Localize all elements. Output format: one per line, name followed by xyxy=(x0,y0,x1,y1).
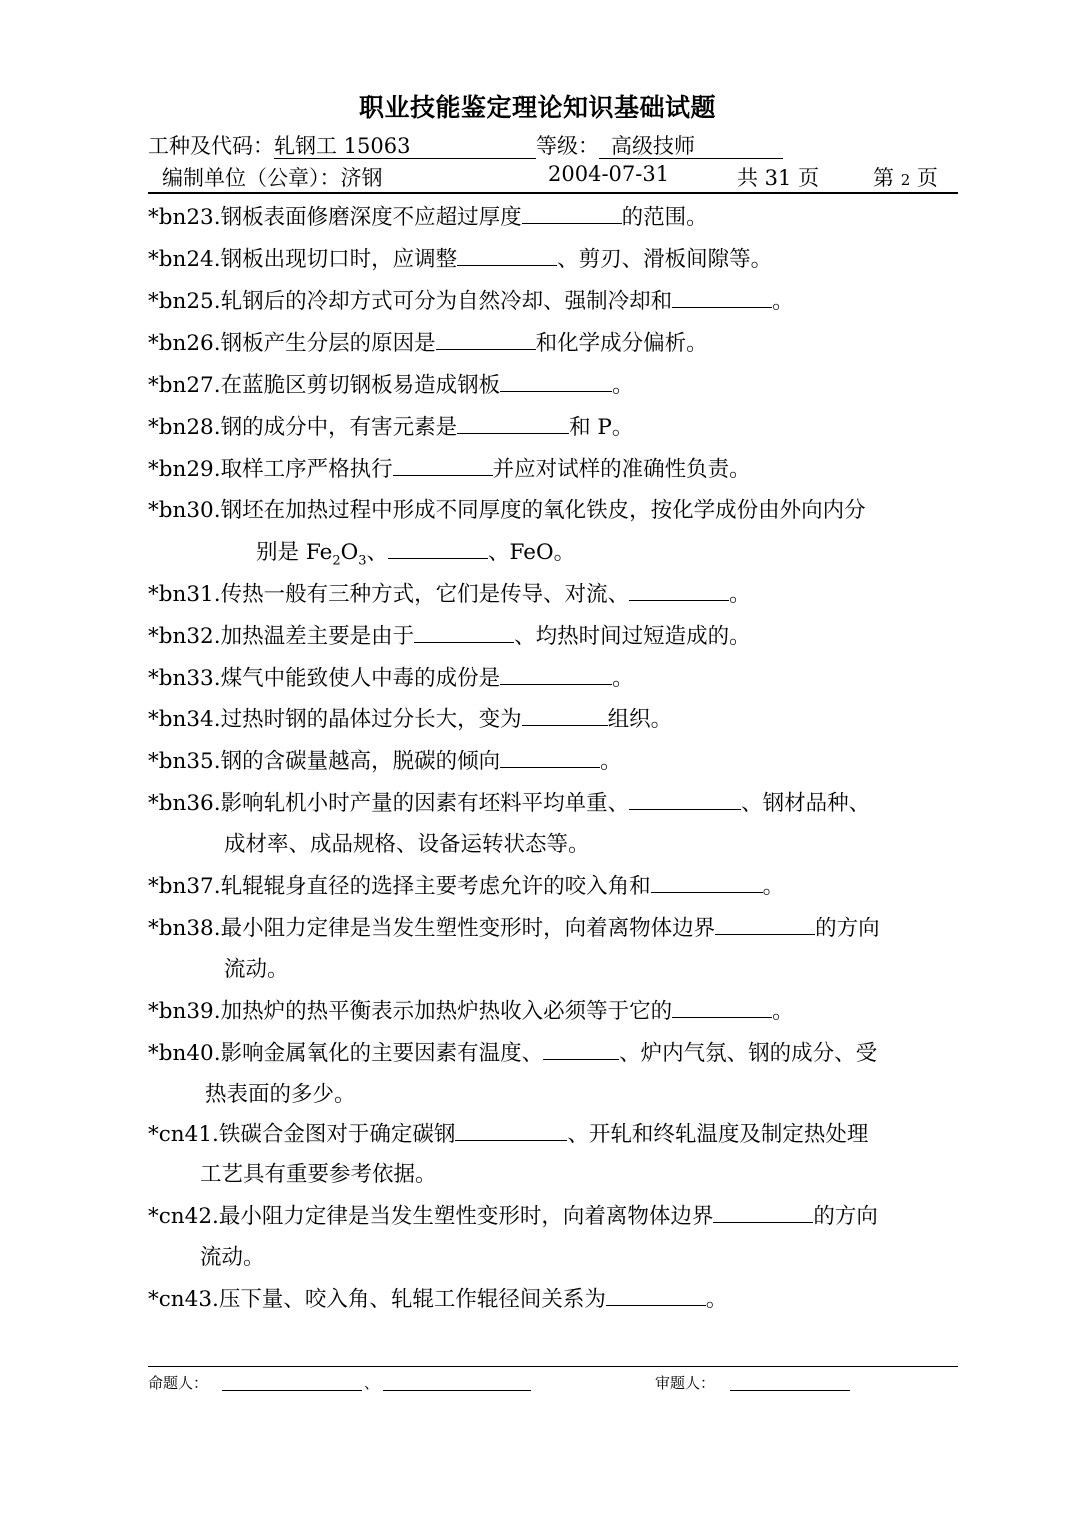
grade-label: 等级： xyxy=(536,134,599,158)
date: 2004-07-31 xyxy=(548,162,670,186)
question-item xyxy=(148,580,751,610)
answer-blank xyxy=(457,245,557,266)
question-id: *bn39. xyxy=(148,999,221,1024)
question-item xyxy=(148,789,870,819)
question-text: 钢的含碳量越高，脱碳的倾向 xyxy=(220,749,501,774)
question-item xyxy=(148,664,634,694)
answer-blank xyxy=(629,789,741,810)
answer-blank xyxy=(522,705,608,726)
page-number: 第 2 页 xyxy=(873,166,938,190)
question-text-after: 、剪刃、滑板间隙等。 xyxy=(557,247,773,272)
question-text-after: 的方向 xyxy=(813,1204,878,1229)
question-id: *cn41. xyxy=(148,1122,219,1147)
question-id: *bn37. xyxy=(148,874,221,899)
answer-blank xyxy=(500,371,612,392)
question-text: 最小阻力定律是当发生塑性变形时，向着离物体边界 xyxy=(218,1204,714,1229)
question-text-after: 组织。 xyxy=(607,707,673,732)
question-item xyxy=(148,496,866,526)
question-text: 轧辊辊身直径的选择主要考虑允许的咬入角和 xyxy=(220,874,651,899)
question-text: 钢板出现切口时，应调整 xyxy=(220,247,458,272)
question-item xyxy=(148,997,794,1027)
question-text-after: 。 xyxy=(772,289,794,314)
answer-blank xyxy=(500,747,600,768)
formula-separator: 、 xyxy=(366,540,389,565)
formula-text: O xyxy=(340,540,359,565)
answer-blank xyxy=(414,622,514,643)
question-item xyxy=(148,872,784,902)
question-text: 铁碳合金图对于确定碳钢 xyxy=(218,1122,456,1147)
question-text-after: 和化学成分偏析。 xyxy=(535,331,708,356)
answer-blank xyxy=(672,287,772,308)
answer-blank xyxy=(500,664,612,685)
author-line-2 xyxy=(383,1390,531,1391)
question-id: *bn24. xyxy=(148,247,221,272)
question-id: *bn38. xyxy=(148,916,221,941)
question-text: 影响金属氧化的主要因素有温度、 xyxy=(220,1041,544,1066)
question-text: 加热温差主要是由于 xyxy=(220,624,415,649)
question-item xyxy=(148,622,751,652)
unit-value: 济钢 xyxy=(340,166,383,190)
question-id: *cn42. xyxy=(148,1204,219,1229)
formula-subscript: 3 xyxy=(358,553,367,569)
question-item xyxy=(148,287,794,317)
question-id: *bn29. xyxy=(148,457,221,482)
question-item xyxy=(148,203,708,233)
question-continuation: 热表面的多少。 xyxy=(205,1082,356,1107)
footer-rule xyxy=(148,1366,958,1367)
question-text: 传热一般有三种方式，它们是传导、对流、 xyxy=(220,582,630,607)
unit-label: 编制单位（公章）： xyxy=(162,166,341,190)
answer-blank xyxy=(629,580,729,601)
question-text: 轧钢后的冷却方式可分为自然冷却、强制冷却和 xyxy=(220,289,673,314)
question-id: *bn36. xyxy=(148,791,221,816)
question-text: 在蓝脆区剪切钢板易造成钢板 xyxy=(220,373,501,398)
question-item xyxy=(148,413,633,443)
question-item xyxy=(148,329,708,359)
question-text: 钢坯在加热过程中形成不同厚度的氧化铁皮，按化学成份由外向内分 xyxy=(220,498,866,523)
question-id: *bn25. xyxy=(148,289,221,314)
question-text-after: 。 xyxy=(762,874,785,899)
question-text: 最小阻力定律是当发生塑性变形时，向着离物体边界 xyxy=(220,916,716,941)
answer-blank xyxy=(388,538,488,559)
question-text: 钢板产生分层的原因是 xyxy=(220,331,436,356)
question-text: 影响轧机小时产量的因素有坯料平均单重、 xyxy=(220,791,630,816)
question-item xyxy=(148,1202,878,1232)
question-text-after: 。 xyxy=(612,666,634,691)
question-text-after: 。 xyxy=(600,749,622,774)
question-text-after: 、开轧和终轧温度及制定热处理 xyxy=(567,1122,869,1147)
answer-blank xyxy=(393,455,493,476)
answer-blank xyxy=(543,1039,619,1060)
question-id: *bn34. xyxy=(148,707,221,732)
author-label: 命题人： xyxy=(148,1374,209,1392)
question-text-after: 。 xyxy=(729,582,751,607)
question-item xyxy=(148,1039,877,1069)
question-id: *bn32. xyxy=(148,624,221,649)
grade-value: 高级技师 xyxy=(599,134,783,159)
question-item xyxy=(148,914,880,944)
question-id: *bn30. xyxy=(148,498,221,523)
formula-text: 别是 Fe xyxy=(256,540,333,565)
author-line-1 xyxy=(222,1390,362,1391)
question-continuation: 流动。 xyxy=(200,1245,265,1270)
question-continuation xyxy=(256,538,575,576)
question-text-after: 和 P。 xyxy=(569,415,634,440)
page-title: 职业技能鉴定理论知识基础试题 xyxy=(358,93,716,122)
question-text: 过热时钢的晶体过分长大，变为 xyxy=(220,707,522,732)
question-text-after: 的范围。 xyxy=(621,205,708,230)
question-continuation: 工艺具有重要参考依据。 xyxy=(200,1162,437,1187)
question-id: *bn27. xyxy=(148,373,221,398)
total-pages: 共 31 页 xyxy=(737,166,820,190)
question-text-after: 、钢材品种、 xyxy=(741,791,871,816)
question-text-after: 、炉内气氛、钢的成分、受 xyxy=(619,1041,878,1066)
reviewer-label: 审题人： xyxy=(655,1374,716,1392)
question-id: *bn40. xyxy=(148,1041,221,1066)
answer-blank xyxy=(457,413,569,434)
question-item xyxy=(148,455,751,485)
answer-blank xyxy=(436,329,536,350)
question-id: *bn23. xyxy=(148,205,221,230)
unit-label-line xyxy=(162,162,383,192)
question-text-after: 。 xyxy=(705,1287,728,1312)
question-text: 钢的成分中，有害元素是 xyxy=(220,415,458,440)
question-id: *bn28. xyxy=(148,415,221,440)
answer-blank xyxy=(715,914,815,935)
formula-subscript: 2 xyxy=(332,553,341,569)
question-text: 加热炉的热平衡表示加热炉热收入必须等于它的 xyxy=(220,999,673,1024)
answer-blank xyxy=(606,1285,706,1306)
question-text: 钢板表面修磨深度不应超过厚度 xyxy=(220,205,522,230)
question-text-after: 的方向 xyxy=(815,916,880,941)
question-id: *bn31. xyxy=(148,582,221,607)
answer-blank xyxy=(522,203,622,224)
question-text-after: 、FeO。 xyxy=(488,540,576,565)
question-text-after: 并应对试样的准确性负责。 xyxy=(492,457,751,482)
job-value: 轧钢工 15063 xyxy=(274,134,536,159)
question-item xyxy=(148,747,622,777)
question-id: *bn26. xyxy=(148,331,221,356)
author-separator: 、 xyxy=(364,1374,380,1392)
question-text: 取样工序严格执行 xyxy=(220,457,393,482)
job-label: 工种及代码： xyxy=(148,134,274,158)
answer-blank xyxy=(713,1202,813,1223)
answer-blank xyxy=(651,872,763,893)
question-id: *bn33. xyxy=(148,666,221,691)
question-text-after: 、均热时间过短造成的。 xyxy=(514,624,751,649)
question-text-after: 。 xyxy=(772,999,794,1024)
answer-blank xyxy=(455,1120,567,1141)
question-id: *cn43. xyxy=(148,1287,219,1312)
question-item xyxy=(148,1285,727,1315)
answer-blank xyxy=(672,997,772,1018)
question-item xyxy=(148,245,772,275)
question-item xyxy=(148,705,672,735)
question-text: 压下量、咬入角、轧辊工作辊径间关系为 xyxy=(218,1287,606,1312)
question-continuation: 成材率、成品规格、设备运转状态等。 xyxy=(224,832,590,857)
reviewer-line xyxy=(730,1390,850,1391)
question-text: 煤气中能致使人中毒的成份是 xyxy=(220,666,501,691)
question-item xyxy=(148,1120,868,1150)
question-id: *bn35. xyxy=(148,749,221,774)
question-continuation: 流动。 xyxy=(224,957,289,982)
header-rule xyxy=(148,192,958,194)
job-line xyxy=(148,130,783,160)
question-text-after: 。 xyxy=(612,373,634,398)
question-item xyxy=(148,371,634,401)
